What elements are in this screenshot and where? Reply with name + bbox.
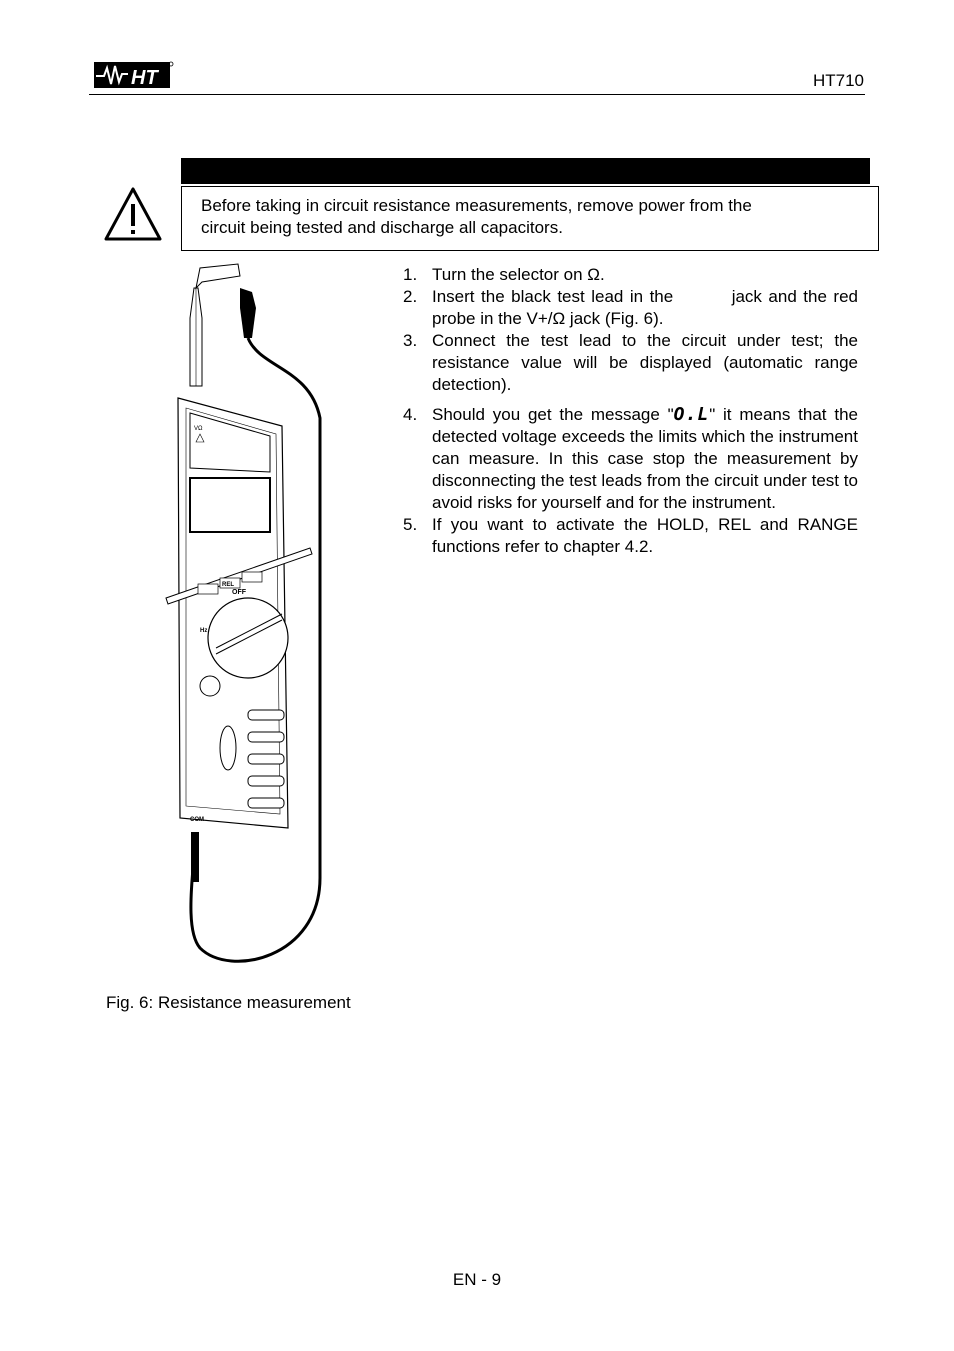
- svg-text:COM: COM: [190, 817, 204, 823]
- ht-logo: [94, 60, 174, 90]
- svg-text:VΩ: VΩ: [194, 426, 203, 432]
- svg-text:Hz: Hz: [200, 628, 208, 634]
- section-title-bar: [181, 158, 870, 184]
- figure-caption: Fig. 6: Resistance measurement: [106, 993, 351, 1012]
- svg-text:HT: HT: [131, 67, 158, 89]
- svg-text:OFF: OFF: [232, 589, 246, 596]
- warning-box: [181, 186, 879, 251]
- list-item: 4. Should you get the message "O.L" it means that the detected voltage exceeds the limits which the instrument can measure. In this case stop the measurement by disconnecting the test leads from the circuit under test to avoid risks for yourself and for the instrument.: [403, 404, 858, 512]
- warning-text-line2: circuit being tested and discharge all capacitors.: [201, 218, 563, 237]
- warning-text-line1: Before taking in circuit resistance measurements, remove power from the: [201, 196, 752, 215]
- header-divider: [89, 94, 865, 95]
- list-item: 3. Connect the test lead to the circuit under test; the resistance value will be displayed (automatic range detection).: [403, 331, 858, 394]
- list-item: 5. If you want to activate the HOLD, REL and RANGE functions refer to chapter 4.2.: [403, 515, 858, 556]
- warning-triangle-icon: [103, 186, 163, 242]
- list-item: 1. Turn the selector on Ω.: [403, 265, 605, 284]
- model-name: HT710: [812, 71, 864, 90]
- lcd-message: O.L: [673, 404, 710, 425]
- list-item: 2. Insert the black test lead in the jack and the red probe in the V+/Ω jack (Fig. 6).: [403, 287, 858, 328]
- multimeter-illustration: [160, 258, 330, 978]
- svg-text:REL: REL: [222, 582, 234, 588]
- page-number: EN - 9: [452, 1270, 502, 1289]
- procedure-list: [400, 264, 858, 558]
